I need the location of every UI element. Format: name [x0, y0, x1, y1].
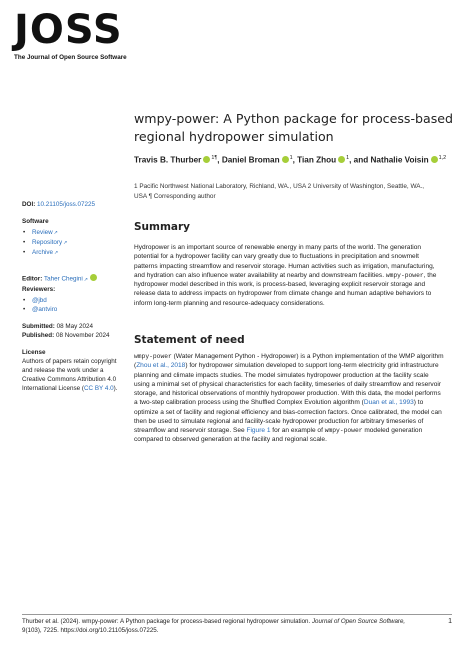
author-affil: 1¶	[211, 155, 218, 161]
editor-section	[22, 274, 126, 314]
paper-title: wmpy-power: A Python package for process-based regional hydropower simulation	[134, 111, 454, 144]
logo-tagline: The Journal of Open Source Software	[14, 54, 127, 61]
editor-link[interactable]: Taher Chegini	[43, 275, 83, 283]
footer-text: Thurber et al. (2024). wmpy-power: A Python package for process-based regional hydropower simulation.	[22, 618, 312, 625]
summary-text: , the hydropower model described in this work, is process-based, leveraging explicit reservoir storage and release data to address impacts on hydropower from climate change and human adaptive behaviors to inform long-term planning and resource-adequacy considerations.	[134, 271, 437, 307]
affiliation-line: 1 Pacific Northwest National Laboratory, Richland, WA., USA 2 University of Washington, Seattle, WA.,	[134, 183, 425, 190]
code-inline: wmpy-power	[385, 271, 424, 279]
external-link-icon: ↗	[54, 250, 59, 256]
published-date: 08 November 2024	[55, 331, 110, 339]
doi-label: DOI:	[22, 201, 36, 208]
footer-line: 9(103), 7225. https://doi.org/10.21105/joss.07225.	[22, 626, 159, 634]
repository-link[interactable]: Repository	[32, 239, 63, 246]
doi-link[interactable]: 10.21105/joss.07225	[37, 201, 96, 208]
reviewer-link[interactable]: @jbd	[32, 296, 47, 304]
archive-link[interactable]: Archive	[32, 249, 53, 256]
affiliations	[134, 182, 456, 201]
external-link-icon: ↗	[83, 276, 88, 283]
license-text	[22, 357, 126, 393]
summary-paragraph	[134, 243, 444, 308]
orcid-icon[interactable]	[282, 156, 289, 163]
license-section	[22, 348, 126, 393]
software-item-review[interactable]	[30, 228, 126, 238]
need-heading: Statement of need	[134, 334, 245, 346]
submitted-date: 08 May 2024	[56, 322, 94, 330]
orcid-icon[interactable]	[203, 156, 210, 163]
footer-divider	[22, 614, 452, 615]
need-text: modeled generation compared to observed generation at the facility and regional scale.	[134, 427, 423, 444]
citation-link[interactable]: Duan et al., 1993	[363, 399, 414, 407]
review-link[interactable]: Review	[32, 229, 53, 236]
affiliation-line: USA ¶ Corresponding author	[134, 192, 216, 200]
dates-section	[22, 322, 126, 340]
need-text: (Water Management Python - Hydropower) is a Python implementation of the WMP algorithm (	[134, 353, 444, 370]
orcid-icon[interactable]	[431, 156, 438, 163]
footer-citation	[22, 618, 454, 635]
external-link-icon: ↗	[53, 230, 58, 236]
summary-heading: Summary	[134, 221, 191, 233]
logo-letters: JOSS	[14, 7, 123, 53]
doi	[22, 200, 126, 209]
code-inline: wmpy-power	[324, 427, 363, 434]
citation-link[interactable]: Zhou et al., 2018	[136, 362, 186, 370]
author-affil: 1	[346, 155, 350, 161]
license-close: ).	[113, 384, 118, 392]
footer-line	[22, 618, 454, 627]
orcid-icon[interactable]	[90, 274, 97, 281]
software-item-repository[interactable]	[30, 238, 126, 248]
footer-journal: Journal of Open Source Software,	[311, 618, 406, 625]
external-link-icon: ↗	[63, 240, 68, 246]
author-affil: 1,2	[438, 155, 447, 161]
page-number: 1	[448, 618, 452, 625]
published-row	[22, 331, 126, 340]
figure-link[interactable]: Figure 1	[246, 427, 271, 434]
editor-label: Editor:	[22, 275, 43, 283]
author-name: Travis B. Thurber	[134, 155, 202, 165]
reviewer-item[interactable]	[30, 296, 126, 305]
reviewer-item[interactable]	[30, 305, 126, 314]
author-name: Nathalie Voisin	[370, 155, 429, 165]
author-name: Daniel Broman	[221, 155, 280, 165]
software-item-archive[interactable]	[30, 248, 126, 258]
software-section	[22, 217, 126, 258]
need-text: for an example of	[270, 427, 325, 434]
license-link[interactable]: CC BY 4.0	[83, 384, 114, 392]
reviewers-label: Reviewers:	[22, 285, 56, 293]
submitted-row	[22, 322, 126, 331]
author-name: Tian Zhou	[297, 155, 337, 165]
published-label: Published:	[22, 331, 55, 339]
summary-text: Hydropower is an important source of renewable energy in many parts of the world. The generation potential for a hydropower facility can vary greatly due to fluctuations in precipitation and snowmelt patterns impacting streamflow and reservoir storage. Human activities such as irrigation, manufacturing, and hydration can also influence water availability at nearby and downstream facilities.	[134, 244, 435, 279]
code-inline: wmpy-power	[134, 353, 172, 360]
joss-logo	[14, 8, 144, 72]
software-label: Software	[22, 218, 49, 225]
submitted-label: Submitted:	[22, 322, 55, 330]
need-text: ) for hydropower simulation developed to support long-term electricity grid infrastructure planning and climate impacts studies. The model simulates hydropower production at the facility scale using a minimal set of physical characteristics for each facility, timeseries of daily streamflow and reservoir storage, and historical observations of monthly hydropower production. With this data, the model performs a two-step calibration process using the Shuffled Complex Evolution algorithm (	[134, 362, 441, 407]
reviewer-link[interactable]: @antviro	[32, 305, 58, 313]
orcid-icon[interactable]	[338, 156, 345, 163]
license-label: License	[22, 348, 46, 356]
need-text: ) to optimize a set of facility and regional efficiency and bias-correction factors. Once calibrated, the model can then be used to simulate regional and facility-scale hydropower production for arbitrary timeseries of streamflow and reservoir storage. See	[134, 399, 442, 434]
author-list: Travis B. Thurber $^{1\P}$, Daniel Broman $^1$, Tian Zhou $^1$, and Nathalie Voisin $^{1,2}$	[134, 155, 447, 165]
license-body: Authors of papers retain copyright and release the work under a Creative Commons Attribution 4.0 International License (	[22, 357, 117, 392]
author-affil: 1	[289, 155, 293, 161]
sidebar	[22, 200, 126, 393]
need-paragraph	[134, 352, 444, 445]
